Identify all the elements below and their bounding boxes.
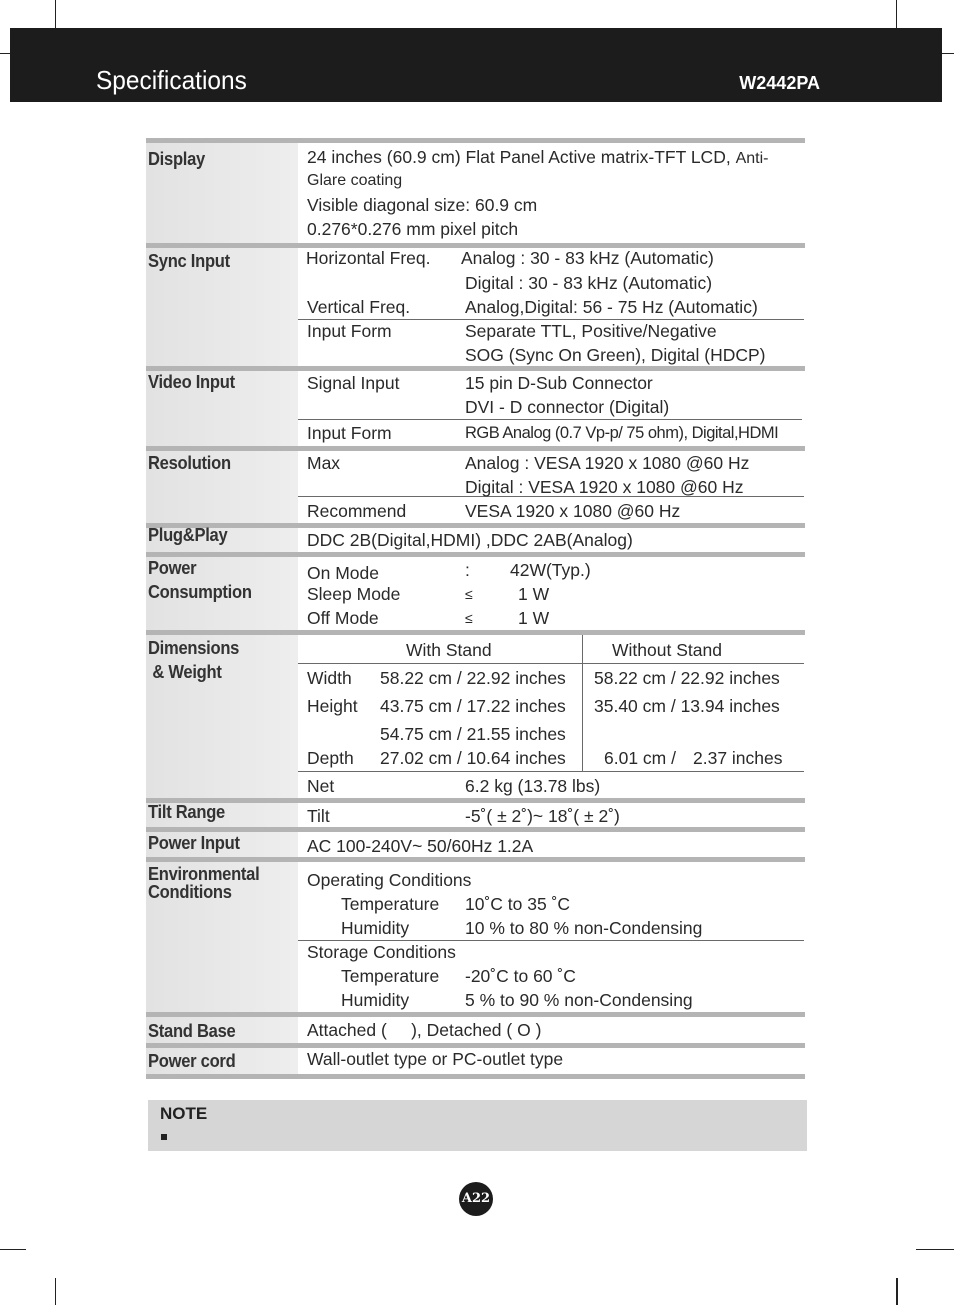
env-op-temp-value: 10˚C to 35 ˚C (465, 894, 571, 914)
res-rec-label: Recommend (307, 501, 407, 521)
dim-height-label: Height (307, 696, 358, 716)
env-st-hum-label: Humidity (341, 990, 410, 1010)
model-number: W2442PA (739, 73, 820, 93)
label-power-input: Power Input (148, 833, 240, 853)
label-display: Display (148, 149, 205, 169)
row-divider (146, 1012, 805, 1017)
page-title: Specifications (96, 65, 247, 95)
sync-form-line2: SOG (Sync On Green), Digital (HDCP) (465, 345, 766, 365)
tilt-value: -5˚( ± 2˚)~ 18˚( ± 2˚) (465, 806, 620, 826)
crop-mark (942, 53, 954, 54)
crop-mark (55, 0, 56, 28)
display-line: 24 inches (60.9 cm) Flat Panel Active matrix-TFT LCD, (307, 147, 731, 167)
row-divider (146, 1074, 805, 1079)
label-weight: & Weight (148, 662, 222, 682)
label-power-consumption-2: Consumption (148, 582, 252, 602)
video-signal-line1: 15 pin D-Sub Connector (465, 373, 653, 393)
sync-hfreq-digital: Digital : 30 - 83 kHz (Automatic) (465, 273, 713, 293)
power-mode: Sleep Mode (307, 584, 401, 604)
label-resolution: Resolution (148, 453, 231, 473)
row-divider (146, 138, 805, 143)
display-value (307, 145, 768, 171)
dim-depth-without: 6.01 cm / (604, 748, 676, 768)
sub-divider (298, 419, 802, 420)
display-line: Glare coating (307, 172, 403, 189)
label-plug-play: Plug&Play (148, 525, 228, 545)
display-line: Visible diagonal size: 60.9 cm (307, 195, 538, 215)
dim-width-without: 58.22 cm / 22.92 inches (594, 668, 780, 688)
label-power-cord: Power cord (148, 1051, 236, 1071)
tilt-label: Tilt (307, 806, 330, 826)
note-bullet (161, 1134, 167, 1140)
column-divider (582, 635, 583, 771)
label-sync-input: Sync Input (148, 251, 230, 271)
video-signal-label: Signal Input (307, 373, 400, 393)
crop-mark (896, 0, 897, 28)
power-input-value: AC 100-240V~ 50/60Hz 1.2A (307, 836, 534, 856)
video-form-value: RGB Analog (0.7 Vp-p/ 75 ohm), Digital,HDMI (465, 424, 779, 442)
dim-without-stand-header: Without Stand (612, 640, 722, 660)
sync-vfreq-label: Vertical Freq. (307, 297, 411, 317)
sub-divider (298, 771, 804, 772)
dim-with-stand-header: With Stand (406, 640, 492, 660)
dim-depth-label: Depth (307, 748, 354, 768)
page-header (10, 28, 942, 102)
row-divider (146, 630, 805, 635)
env-st-temp-value: -20˚C to 60 ˚C (465, 966, 576, 986)
power-mode: On Mode (307, 563, 379, 583)
power-symbol: : (465, 560, 470, 580)
res-max-digital: Digital : VESA 1920 x 1080 @60 Hz (465, 477, 744, 497)
res-rec-value: VESA 1920 x 1080 @60 Hz (465, 501, 681, 521)
stand-base-value: Attached ( ), Detached ( O ) (307, 1020, 542, 1040)
env-storage: Storage Conditions (307, 942, 456, 962)
label-environmental: Environmental (148, 864, 260, 884)
sync-form-line1: Separate TTL, Positive/Negative (465, 321, 717, 341)
env-op-hum-value: 10 % to 80 % non-Condensing (465, 918, 703, 938)
dim-net-label: Net (307, 776, 335, 796)
dim-width-label: Width (307, 668, 352, 688)
env-op-hum-label: Humidity (341, 918, 410, 938)
res-max-label: Max (307, 453, 341, 473)
power-cord-value: Wall-outlet type or PC-outlet type (307, 1049, 564, 1069)
dim-depth-with: 27.02 cm / 10.64 inches (380, 748, 566, 768)
env-st-temp-label: Temperature (341, 966, 440, 986)
sub-divider (298, 663, 804, 664)
power-value: 1 W (518, 584, 550, 604)
row-divider (146, 552, 805, 557)
sync-hfreq-label: Horizontal Freq. (306, 248, 431, 268)
label-video-input: Video Input (148, 372, 235, 392)
env-operating: Operating Conditions (307, 870, 472, 890)
power-value: 1 W (518, 608, 550, 628)
sync-form-label: Input Form (307, 321, 392, 341)
page-number: A22 (459, 1182, 493, 1216)
env-op-temp-label: Temperature (341, 894, 440, 914)
display-line: Anti- (735, 150, 769, 167)
power-value: 42W(Typ.) (510, 560, 591, 580)
dim-width-with: 58.22 cm / 22.92 inches (380, 668, 566, 688)
dim-height-without: 35.40 cm / 13.94 inches (594, 696, 780, 716)
sync-hfreq-analog: Analog : 30 - 83 kHz (Automatic) (461, 248, 714, 268)
crop-mark (0, 53, 10, 54)
label-dimensions: Dimensions (148, 638, 240, 658)
dim-height-with: 43.75 cm / 17.22 inches (380, 696, 566, 716)
power-symbol: ≤ (465, 610, 473, 626)
res-max-analog: Analog : VESA 1920 x 1080 @60 Hz (465, 453, 750, 473)
crop-mark (0, 1249, 26, 1250)
dim-net-value: 6.2 kg (13.78 lbs) (465, 776, 601, 796)
crop-mark (916, 1249, 954, 1250)
row-divider (146, 798, 805, 803)
label-tilt-range: Tilt Range (148, 802, 225, 822)
crop-mark (55, 1278, 56, 1305)
note-title: NOTE (160, 1104, 208, 1123)
label-power-consumption: Power (148, 558, 197, 578)
env-st-hum-value: 5 % to 90 % non-Condensing (465, 990, 693, 1010)
crop-mark (896, 1278, 898, 1305)
label-conditions: Conditions (148, 882, 232, 902)
dim-height-with-2: 54.75 cm / 21.55 inches (380, 724, 566, 744)
power-mode: Off Mode (307, 608, 379, 628)
label-stand-base: Stand Base (148, 1021, 236, 1041)
dim-depth-without-inches: 2.37 inches (693, 748, 783, 768)
note-box (148, 1100, 807, 1151)
display-line: 0.276*0.276 mm pixel pitch (307, 219, 519, 239)
power-symbol: ≤ (465, 586, 473, 602)
plug-play-value: DDC 2B(Digital,HDMI) ,DDC 2AB(Analog) (307, 530, 633, 550)
video-signal-line2: DVI - D connector (Digital) (465, 397, 670, 417)
sync-vfreq-value: Analog,Digital: 56 - 75 Hz (Automatic) (465, 297, 758, 317)
video-form-label: Input Form (307, 423, 392, 443)
